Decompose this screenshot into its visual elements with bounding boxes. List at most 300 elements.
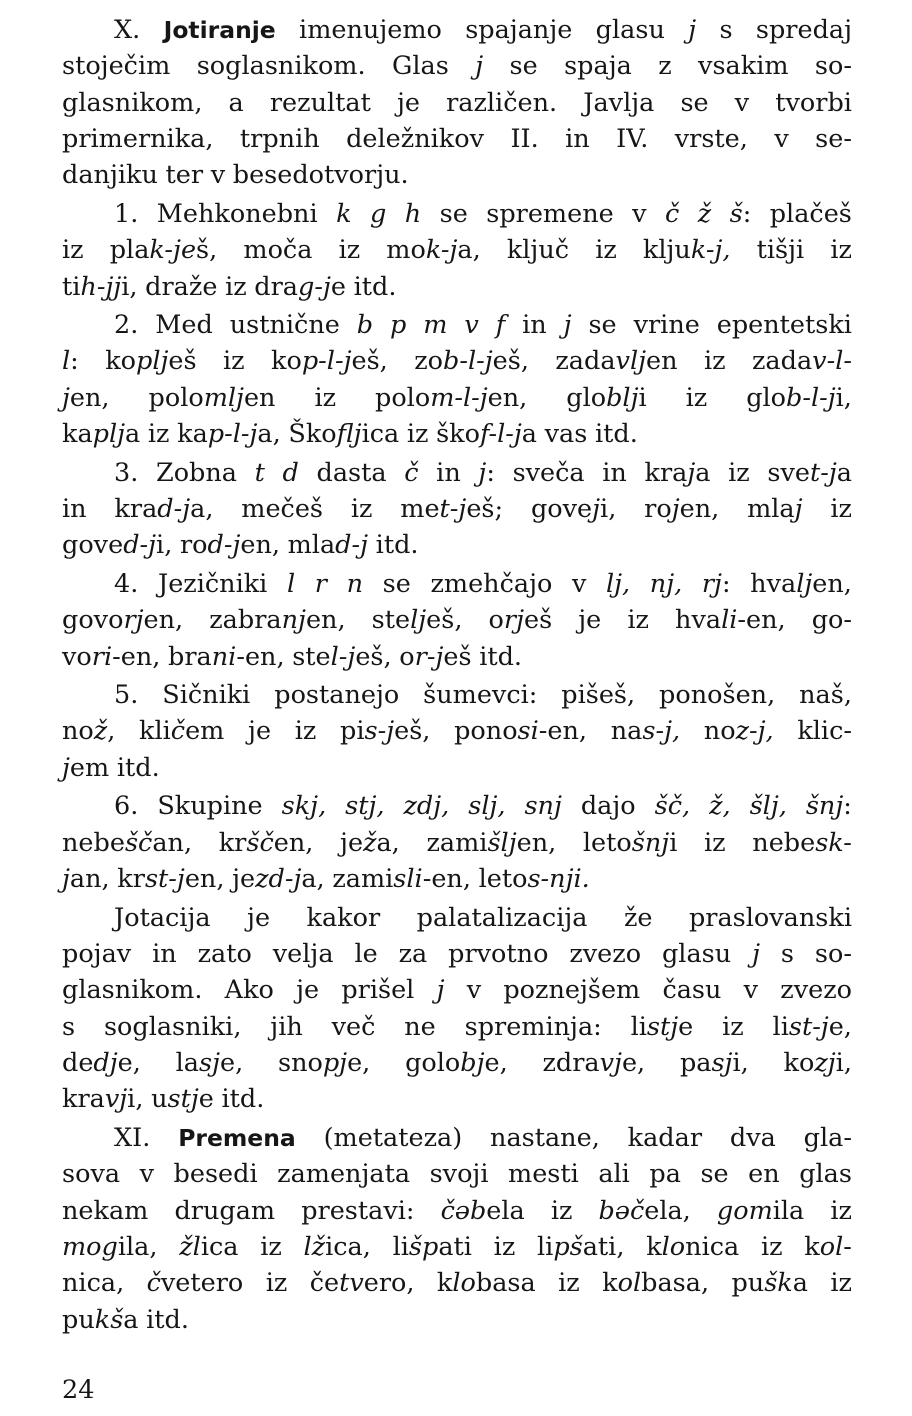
word (698, 196, 711, 232)
text-segment: je (340, 827, 364, 858)
word (403, 788, 449, 824)
italic-segment: st-j (788, 1011, 829, 1042)
text-segment: li (630, 1011, 647, 1042)
text-segment: a (792, 1268, 808, 1299)
text-segment: k (646, 1231, 662, 1262)
text-line (62, 12, 852, 48)
text-line (62, 602, 852, 638)
italic-segment: k-je (149, 235, 197, 266)
text-segment: : (70, 346, 79, 377)
word (784, 1045, 852, 1081)
text-segment: iz (595, 235, 617, 266)
word (799, 677, 852, 713)
text-segment: a, (301, 864, 325, 895)
word (292, 639, 391, 675)
italic-segment: tv (339, 1268, 364, 1299)
word (233, 157, 409, 193)
text-segment: go- (811, 605, 852, 636)
word (301, 1193, 414, 1229)
text-segment: gla- (803, 1122, 852, 1153)
page-number: 24 (62, 1375, 95, 1405)
word (689, 900, 852, 936)
italic-segment: r (314, 568, 327, 599)
text-segment: na (610, 716, 643, 747)
word (436, 455, 461, 491)
word (157, 196, 318, 232)
text-line (62, 861, 852, 897)
text-segment: zvezo (780, 975, 852, 1006)
text-segment: ste (292, 641, 331, 672)
word (465, 12, 572, 48)
word (62, 527, 172, 563)
word (770, 196, 852, 232)
text-segment: a (228, 87, 244, 118)
text-segment: v (743, 975, 759, 1006)
text-segment: ica (200, 1231, 239, 1262)
word (146, 1302, 189, 1338)
text-segment: prišel (341, 975, 415, 1006)
word (247, 900, 270, 936)
italic-segment: j (592, 494, 601, 525)
word (310, 1265, 415, 1301)
word (270, 85, 371, 121)
text-segment: nastane, (490, 1122, 600, 1153)
italic-segment: sk- (815, 827, 852, 858)
text-segment: se (382, 568, 411, 599)
text-segment: zabra (209, 605, 282, 636)
italic-segment: lj, (605, 568, 631, 599)
text-segment: iz (338, 235, 361, 266)
word (158, 566, 267, 602)
text-segment: spajanje (465, 15, 573, 45)
word (665, 196, 679, 232)
text-segment: vetero (160, 1268, 244, 1299)
italic-segment: j (62, 382, 70, 413)
word (606, 566, 630, 602)
word (209, 602, 345, 638)
word (564, 307, 572, 343)
text-segment: en, (184, 864, 225, 895)
text-segment: različen. (446, 87, 558, 118)
text-segment: e, (484, 1047, 508, 1078)
text-segment: ati (438, 1231, 472, 1262)
word (62, 491, 87, 527)
text-segment: zada (752, 346, 813, 377)
italic-segment: lj (796, 568, 813, 599)
text-segment: besedotvorju. (232, 160, 409, 191)
italic-segment: j (687, 457, 696, 488)
text-segment: zamenjata (277, 1159, 411, 1190)
word (752, 343, 852, 379)
italic-segment: vj (104, 1084, 128, 1115)
word (730, 196, 752, 232)
word (168, 639, 285, 675)
text-segment: rezultat (269, 87, 371, 118)
text-segment: iz (704, 827, 726, 858)
italic-segment: ol (819, 1231, 844, 1262)
text-segment: s (719, 15, 733, 45)
word (747, 491, 802, 527)
text-segment: en (243, 382, 276, 413)
text-segment: glo (566, 382, 607, 413)
text-segment: e, (347, 1047, 371, 1078)
text-segment: deležnikov (346, 124, 484, 155)
word (62, 750, 109, 786)
word (627, 602, 649, 638)
text-line (62, 677, 852, 713)
text-segment: basa (475, 1268, 536, 1299)
word (680, 1045, 749, 1081)
italic-segment: b (356, 310, 374, 341)
italic-segment: snj (524, 791, 562, 822)
word (219, 825, 314, 861)
italic-segment: vj (599, 1047, 622, 1078)
word (230, 307, 340, 343)
text-segment: - (843, 1231, 852, 1262)
text-segment: IV. (616, 124, 649, 155)
word (490, 1120, 600, 1156)
text-segment: iz (294, 716, 317, 747)
italic-segment: skj, (281, 791, 327, 822)
word (114, 12, 140, 48)
word (569, 936, 641, 972)
text-segment: -en, (538, 716, 588, 747)
text-segment: 6. (114, 791, 139, 822)
text-segment: nica (685, 1231, 740, 1262)
word (288, 527, 368, 563)
text-segment: zada (555, 346, 616, 377)
word (255, 455, 265, 491)
text-segment: in (522, 310, 547, 341)
text-segment: š, (196, 235, 218, 266)
italic-segment: rj (123, 605, 144, 636)
text-segment: spredaj (755, 15, 852, 45)
word (148, 416, 170, 452)
text-segment: epentetski (716, 310, 852, 341)
text-line (62, 1229, 852, 1265)
italic-segment: bəč (598, 1195, 645, 1226)
word (198, 936, 252, 972)
text-segment: v (139, 1159, 154, 1190)
text-segment: v (466, 975, 482, 1006)
italic-segment: j (794, 494, 803, 525)
word (62, 972, 202, 1008)
italic-segment: stj (167, 1084, 199, 1115)
word (240, 121, 320, 157)
text-segment: trpnih (239, 124, 320, 155)
text-segment: pono (454, 716, 518, 747)
text-segment: pi (340, 716, 365, 747)
word (704, 713, 774, 749)
word (781, 936, 794, 972)
italic-segment: šnj (805, 791, 844, 822)
text-segment: a (125, 419, 141, 450)
text-line (62, 1265, 852, 1301)
word (114, 455, 138, 491)
text-segment: a, (257, 419, 281, 450)
text-segment: k (602, 1268, 618, 1299)
text-segment: iz (493, 1231, 516, 1262)
text-segment: naš, (799, 680, 852, 711)
word (62, 1229, 157, 1265)
text-line (62, 1120, 852, 1156)
text-segment: iz (830, 1195, 852, 1226)
text-segment: iz (703, 346, 726, 377)
word (596, 12, 665, 48)
word (503, 972, 640, 1008)
word (332, 1009, 376, 1045)
text-line (62, 48, 852, 84)
word (468, 788, 505, 824)
text-segment: Mehkonebni (156, 198, 318, 229)
word (709, 788, 731, 824)
text-segment: en, (305, 605, 346, 636)
italic-segment: d-j (207, 530, 241, 561)
text-segment: en, (812, 568, 852, 599)
text-segment: iz (760, 1231, 783, 1262)
text-segment: basa, (641, 1268, 710, 1299)
word (223, 343, 245, 379)
text-segment: draže (145, 271, 218, 302)
italic-segment: ni (211, 641, 237, 672)
word (830, 491, 852, 527)
word (780, 972, 852, 1008)
word (467, 972, 481, 1008)
italic-segment: f (495, 310, 506, 341)
word (62, 1156, 120, 1192)
word (332, 861, 471, 897)
word (761, 1229, 783, 1265)
word (686, 380, 708, 416)
text-segment: moča (243, 235, 313, 266)
text-line (62, 85, 852, 121)
text-segment: no (62, 716, 94, 747)
word (773, 1009, 852, 1045)
text-segment: k (804, 1231, 820, 1262)
text-segment: em (185, 716, 225, 747)
text-segment: a (836, 457, 852, 488)
italic-segment: šč (124, 827, 153, 858)
text-line (62, 1156, 852, 1192)
italic-segment: stj, (345, 791, 385, 822)
text-segment: iz (350, 494, 373, 525)
word (598, 1156, 630, 1192)
word (643, 232, 731, 268)
text-segment: gove (530, 494, 593, 525)
text-segment: je (578, 605, 602, 636)
text-segment: primernika, (62, 124, 214, 155)
text-segment: ka (177, 419, 208, 450)
text-segment: an, (69, 864, 110, 895)
italic-segment: j (475, 51, 484, 82)
text-segment: tišji (756, 235, 805, 266)
italic-segment: j (563, 310, 572, 341)
word (436, 416, 537, 452)
word (655, 788, 690, 824)
text-segment: ila (772, 1195, 805, 1226)
text-segment: s (780, 938, 794, 969)
text-segment: Ško (288, 419, 337, 450)
italic-segment: ri (91, 641, 113, 672)
text-segment: sveča (512, 457, 585, 488)
text-segment: ela (486, 1195, 525, 1226)
text-segment: iz (558, 1268, 580, 1299)
text-segment: stoječim (62, 51, 171, 82)
text-segment: iz (223, 346, 245, 377)
text-segment: iz (260, 1231, 282, 1262)
word (117, 750, 160, 786)
text-segment: -en, (112, 641, 161, 672)
word (314, 380, 336, 416)
text-segment: Med (155, 310, 213, 341)
word (345, 788, 384, 824)
text-segment: zo (414, 346, 444, 377)
text-segment: a, (190, 494, 214, 525)
text-segment: tvorbi (775, 87, 852, 118)
text-segment: hva (750, 568, 797, 599)
word (62, 1045, 141, 1081)
text-segment: gove (62, 530, 124, 561)
text-segment: eš (168, 346, 197, 377)
text-line (62, 566, 852, 602)
text-line (62, 639, 852, 675)
italic-segment: d-j (123, 530, 157, 561)
word (347, 566, 363, 602)
text-segment: en, (516, 827, 557, 858)
text-segment: jih (270, 1011, 303, 1042)
word (757, 232, 805, 268)
word (273, 936, 334, 972)
text-segment: X. (114, 15, 141, 45)
word (295, 713, 317, 749)
italic-segment: s-nji. (527, 864, 590, 895)
text-segment: i, (600, 494, 617, 525)
text-segment: svoji (429, 1159, 489, 1190)
text-line (62, 1009, 852, 1045)
bold-term: Premena (178, 1123, 296, 1152)
text-segment: in (436, 457, 461, 488)
text-segment: dasta (316, 457, 387, 488)
text-segment: li (392, 1231, 409, 1262)
text-segment: iz (685, 382, 708, 413)
word (397, 85, 420, 121)
italic-segment: kš (94, 1304, 124, 1335)
word (748, 1156, 780, 1192)
text-segment: e, (621, 1047, 646, 1078)
italic-segment: sli (393, 864, 423, 895)
word (662, 936, 731, 972)
word (174, 1193, 275, 1229)
text-segment: je (247, 902, 271, 933)
text-segment: 2. (114, 310, 139, 341)
word (399, 936, 428, 972)
word (675, 121, 748, 157)
word (376, 527, 419, 563)
text-line (62, 1045, 852, 1081)
text-segment: en (646, 346, 678, 377)
text-segment: prvotno (448, 938, 549, 969)
text-segment: a, (376, 827, 400, 858)
text-segment: k (436, 1268, 453, 1299)
word (437, 972, 445, 1008)
word (278, 1045, 370, 1081)
italic-segment: rj (503, 605, 524, 636)
text-segment: u (151, 1084, 168, 1115)
word (797, 713, 852, 749)
italic-segment: plj (92, 419, 126, 450)
text-line (62, 1081, 852, 1117)
word (282, 788, 327, 824)
italic-segment: č (404, 457, 419, 488)
text-segment: ti (62, 271, 81, 302)
word (564, 48, 632, 84)
italic-segment: p (390, 310, 407, 341)
word (717, 307, 852, 343)
bold-term: Jotiranje (163, 16, 276, 44)
text-segment: itd. (146, 1304, 189, 1335)
text-segment: se (588, 310, 617, 341)
italic-segment: m-l-j (430, 382, 488, 413)
word (114, 307, 138, 343)
text-line (62, 713, 852, 749)
word (662, 972, 721, 1008)
word (62, 1302, 139, 1338)
text-segment: spaja (564, 51, 632, 82)
text-segment: itd. (479, 641, 523, 672)
italic-segment: t (254, 457, 265, 488)
word (565, 121, 590, 157)
word (464, 307, 478, 343)
word (114, 788, 138, 824)
text-segment: : (486, 457, 495, 488)
word (542, 1045, 645, 1081)
word (448, 936, 548, 972)
italic-segment: flj (336, 419, 362, 450)
text-segment: 5. (114, 680, 139, 711)
italic-segment: d-j (157, 494, 191, 525)
italic-segment: vlj (615, 346, 647, 377)
text-segment: leto (582, 827, 632, 858)
word (336, 196, 351, 232)
text-segment: dra (254, 271, 299, 302)
word (386, 232, 480, 268)
text-segment: poznejšem (503, 975, 641, 1006)
word (157, 788, 262, 824)
word (62, 1193, 148, 1229)
text-line (62, 527, 852, 563)
italic-segment: šč (246, 827, 274, 858)
text-line (62, 936, 852, 972)
text-segment: i (669, 827, 678, 858)
word (479, 861, 590, 897)
text-segment: kli (139, 716, 171, 747)
word (650, 566, 682, 602)
word (317, 455, 387, 491)
word (522, 307, 547, 343)
word (152, 936, 177, 972)
word (524, 788, 561, 824)
word (446, 85, 557, 121)
word (599, 1193, 691, 1229)
word (62, 380, 110, 416)
text-line (62, 307, 852, 343)
italic-segment: gom (716, 1195, 773, 1226)
word (645, 455, 711, 491)
italic-segment: sj (199, 1047, 220, 1078)
word (62, 861, 110, 897)
text-line (62, 121, 852, 157)
text-segment: ustnične (229, 310, 340, 341)
